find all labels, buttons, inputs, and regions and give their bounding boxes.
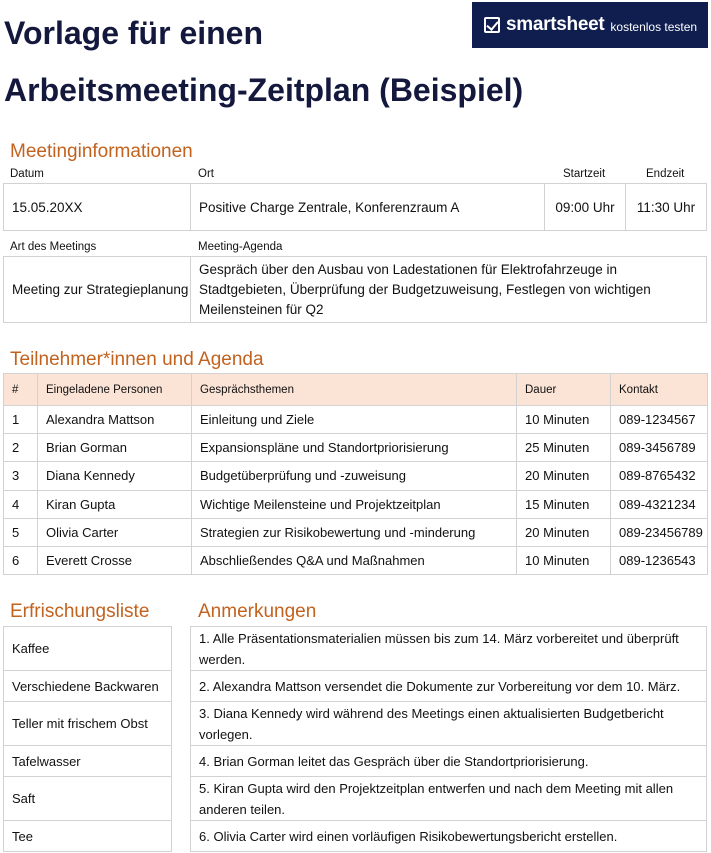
list-item: Tafelwasser (4, 746, 172, 777)
list-item: 1. Alle Präsentationsmaterialien müssen bis zum 14. März vorbereitet und überprüft werden. (191, 627, 707, 671)
topic: Expansionspläne und Standortpriorisierung (192, 434, 517, 462)
topic: Strategien zur Risikobewertung und -minderung (192, 518, 517, 546)
label-end-time: Endzeit (646, 168, 685, 180)
invitee-name: Alexandra Mattson (38, 406, 192, 434)
meeting-type-value: Meeting zur Strategieplanung (3, 256, 191, 323)
invitee-name: Everett Crosse (38, 546, 192, 574)
duration: 25 Minuten (517, 434, 611, 462)
topic: Abschließendes Q&A und Maßnahmen (192, 546, 517, 574)
label-start-time: Startzeit (563, 168, 606, 180)
duration: 10 Minuten (517, 406, 611, 434)
end-time-value: 11:30 Uhr (625, 183, 707, 231)
invitee-name: Kiran Gupta (38, 490, 192, 518)
table-row (4, 406, 708, 434)
topic: Budgetüberprüfung und -zuweisung (192, 462, 517, 490)
list-item: Teller mit frischem Obst (4, 702, 172, 746)
table-row (4, 490, 708, 518)
list-item: Verschiedene Backwaren (4, 671, 172, 702)
column-header-contact: Kontakt (611, 374, 708, 406)
table-row (4, 546, 708, 574)
banner-cta: kostenlos testen (610, 19, 698, 34)
invitee-name: Diana Kennedy (38, 462, 192, 490)
contact: 089-8765432 (611, 462, 708, 490)
row-number: 5 (4, 518, 38, 546)
date-value: 15.05.20XX (3, 183, 191, 231)
banner-brand: smartsheet (506, 14, 605, 35)
label-meeting-agenda: Meeting-Agenda (198, 241, 283, 253)
participants-table (3, 373, 708, 575)
invitee-name: Olivia Carter (38, 518, 192, 546)
list-item: Kaffee (4, 627, 172, 671)
list-item: Saft (4, 777, 172, 821)
list-item: 5. Kiran Gupta wird den Projektzeitplan entwerfen und nach dem Meeting mit allen anderen teilen. (191, 777, 707, 821)
column-header-topics: Gesprächsthemen (192, 374, 517, 406)
topic: Einleitung und Ziele (192, 406, 517, 434)
table-row (4, 518, 708, 546)
smartsheet-check-icon (484, 17, 500, 33)
contact: 089-3456789 (611, 434, 708, 462)
duration: 20 Minuten (517, 518, 611, 546)
location-value: Positive Charge Zentrale, Konferenzraum A (190, 183, 545, 231)
column-header-invitees: Eingeladene Personen (38, 374, 192, 406)
topic: Wichtige Meilensteine und Projektzeitplan (192, 490, 517, 518)
row-number: 1 (4, 406, 38, 434)
participants-header-row (4, 374, 708, 406)
row-number: 6 (4, 546, 38, 574)
contact: 089-1236543 (611, 546, 708, 574)
notes-heading: Anmerkungen (198, 601, 317, 622)
invitee-name: Brian Gorman (38, 434, 192, 462)
row-number: 4 (4, 490, 38, 518)
row-number: 3 (4, 462, 38, 490)
start-time-value: 09:00 Uhr (544, 183, 626, 231)
page-title-line-2: Arbeitsmeeting-Zeitplan (Beispiel) (4, 72, 524, 108)
smartsheet-trial-banner[interactable] (472, 2, 708, 48)
list-item: 2. Alexandra Mattson versendet die Dokumente zur Vorbereitung vor dem 10. März. (191, 671, 707, 702)
column-header-duration: Dauer (517, 374, 611, 406)
list-item: 6. Olivia Carter wird einen vorläufigen Risikobewertungsbericht erstellen. (191, 821, 707, 852)
meeting-agenda-value: Gespräch über den Ausbau von Ladestationen für Elektrofahrzeuge in Stadtgebieten, Überprüfung der Budgetzuweisung, Festlegen von wichtigen Meilensteinen für Q2 (190, 256, 707, 323)
table-row (4, 434, 708, 462)
refreshments-list (3, 626, 172, 852)
duration: 10 Minuten (517, 546, 611, 574)
table-row (4, 462, 708, 490)
label-location: Ort (198, 168, 214, 180)
notes-list (190, 626, 707, 852)
column-header-number: # (4, 374, 38, 406)
list-item: 4. Brian Gorman leitet das Gespräch über die Standortpriorisierung. (191, 746, 707, 777)
duration: 20 Minuten (517, 462, 611, 490)
label-date: Datum (10, 168, 44, 180)
contact: 089-23456789 (611, 518, 708, 546)
list-item: Tee (4, 821, 172, 852)
meeting-info-heading: Meetinginformationen (10, 141, 193, 162)
label-meeting-type: Art des Meetings (10, 241, 97, 253)
duration: 15 Minuten (517, 490, 611, 518)
list-item: 3. Diana Kennedy wird während des Meetings einen aktualisierten Budgetbericht vorlegen. (191, 702, 707, 746)
contact: 089-4321234 (611, 490, 708, 518)
participants-heading: Teilnehmer*innen und Agenda (10, 349, 264, 370)
refreshments-heading: Erfrischungsliste (10, 601, 150, 622)
contact: 089-1234567 (611, 406, 708, 434)
row-number: 2 (4, 434, 38, 462)
page-title-line-1: Vorlage für einen (4, 15, 264, 51)
